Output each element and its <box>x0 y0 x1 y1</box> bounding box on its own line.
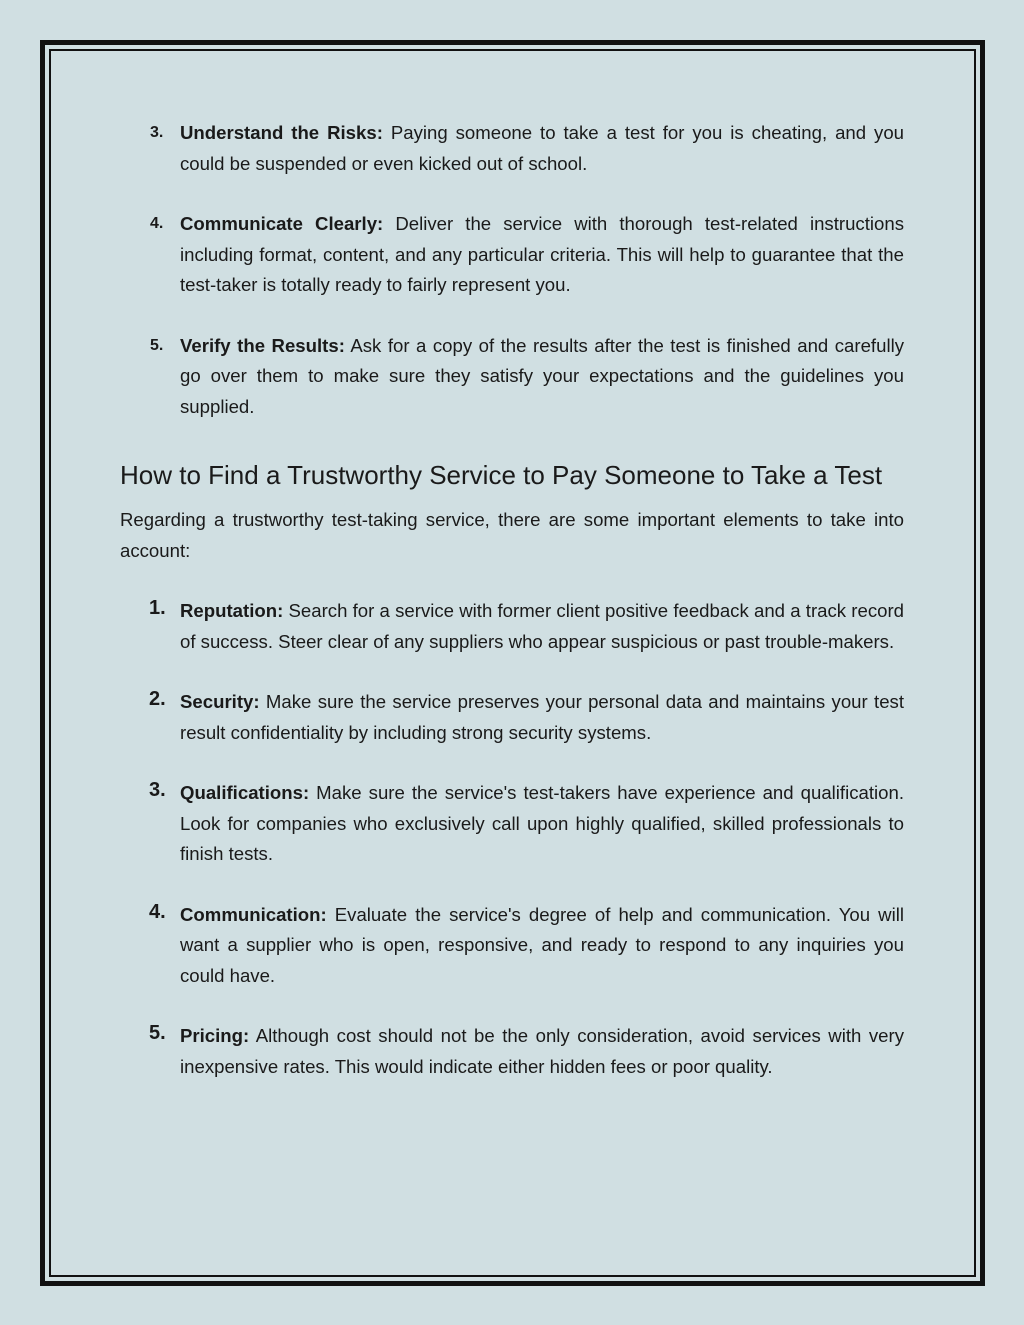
list-number: 4. <box>150 215 164 232</box>
list-term: Pricing: <box>180 1025 250 1046</box>
list-item <box>120 331 904 423</box>
list-text: Search for a service with former client positive feedback and a track record of success. Steer clear of any suppliers who appear suspicious or past trouble-makers. <box>180 600 904 652</box>
list-term: Understand the Risks: <box>180 122 383 143</box>
list-text: Ask for a copy of the results after the test is finished and carefully go over them to make sure they satisfy your expectations and the guidelines you supplied. <box>180 334 904 417</box>
list-term: Reputation: <box>180 600 284 621</box>
list-text: Make sure the service's test-takers have experience and qualification. Look for companies who exclusively call upon highly qualified, skilled professionals to finish tests. <box>180 782 904 864</box>
list-text: Make sure the service preserves your personal data and maintains your test result confidentiality by including strong security systems. <box>180 691 904 743</box>
list-item <box>120 1021 904 1082</box>
list-number: 3. <box>150 124 164 141</box>
list-term: Security: <box>180 691 260 712</box>
list-text: Deliver the service with thorough test-related instructions including format, content, and any particular criteria. This will help to guarantee that the test-taker is totally ready to fairly represent you. <box>180 213 904 295</box>
list-number: 1. <box>149 597 166 619</box>
list-item <box>120 778 904 870</box>
list-item <box>120 687 904 748</box>
tips-list <box>120 118 904 422</box>
criteria-list <box>120 596 904 1082</box>
list-text: Evaluate the service's degree of help and communication. You will want a supplier who is open, responsive, and ready to respond to any inquiries you could have. <box>180 903 904 986</box>
list-number: 2. <box>149 688 166 710</box>
list-item <box>120 118 904 179</box>
list-term: Verify the Results: <box>180 334 345 356</box>
section-intro: Regarding a trustworthy test-taking service, there are some important elements to take into account: <box>120 509 904 561</box>
list-number: 5. <box>150 336 164 354</box>
document-content <box>120 118 904 1112</box>
list-number: 4. <box>149 900 166 923</box>
list-number: 5. <box>149 1022 166 1044</box>
list-term: Communicate Clearly: <box>180 213 384 234</box>
list-term: Qualifications: <box>180 782 310 803</box>
list-number: 3. <box>149 779 166 801</box>
list-item <box>120 596 904 657</box>
list-text: Paying someone to take a test for you is cheating, and you could be suspended or even kicked out of school. <box>180 122 905 174</box>
list-term: Communication: <box>180 903 327 925</box>
section-heading: How to Find a Trustworthy Service to Pay Someone to Take a Test <box>120 460 883 490</box>
list-item <box>120 209 904 301</box>
list-text: Although cost should not be the only consideration, avoid services with very inexpensive rates. This would indicate either hidden fees or poor quality. <box>180 1025 904 1077</box>
list-item <box>120 900 904 992</box>
